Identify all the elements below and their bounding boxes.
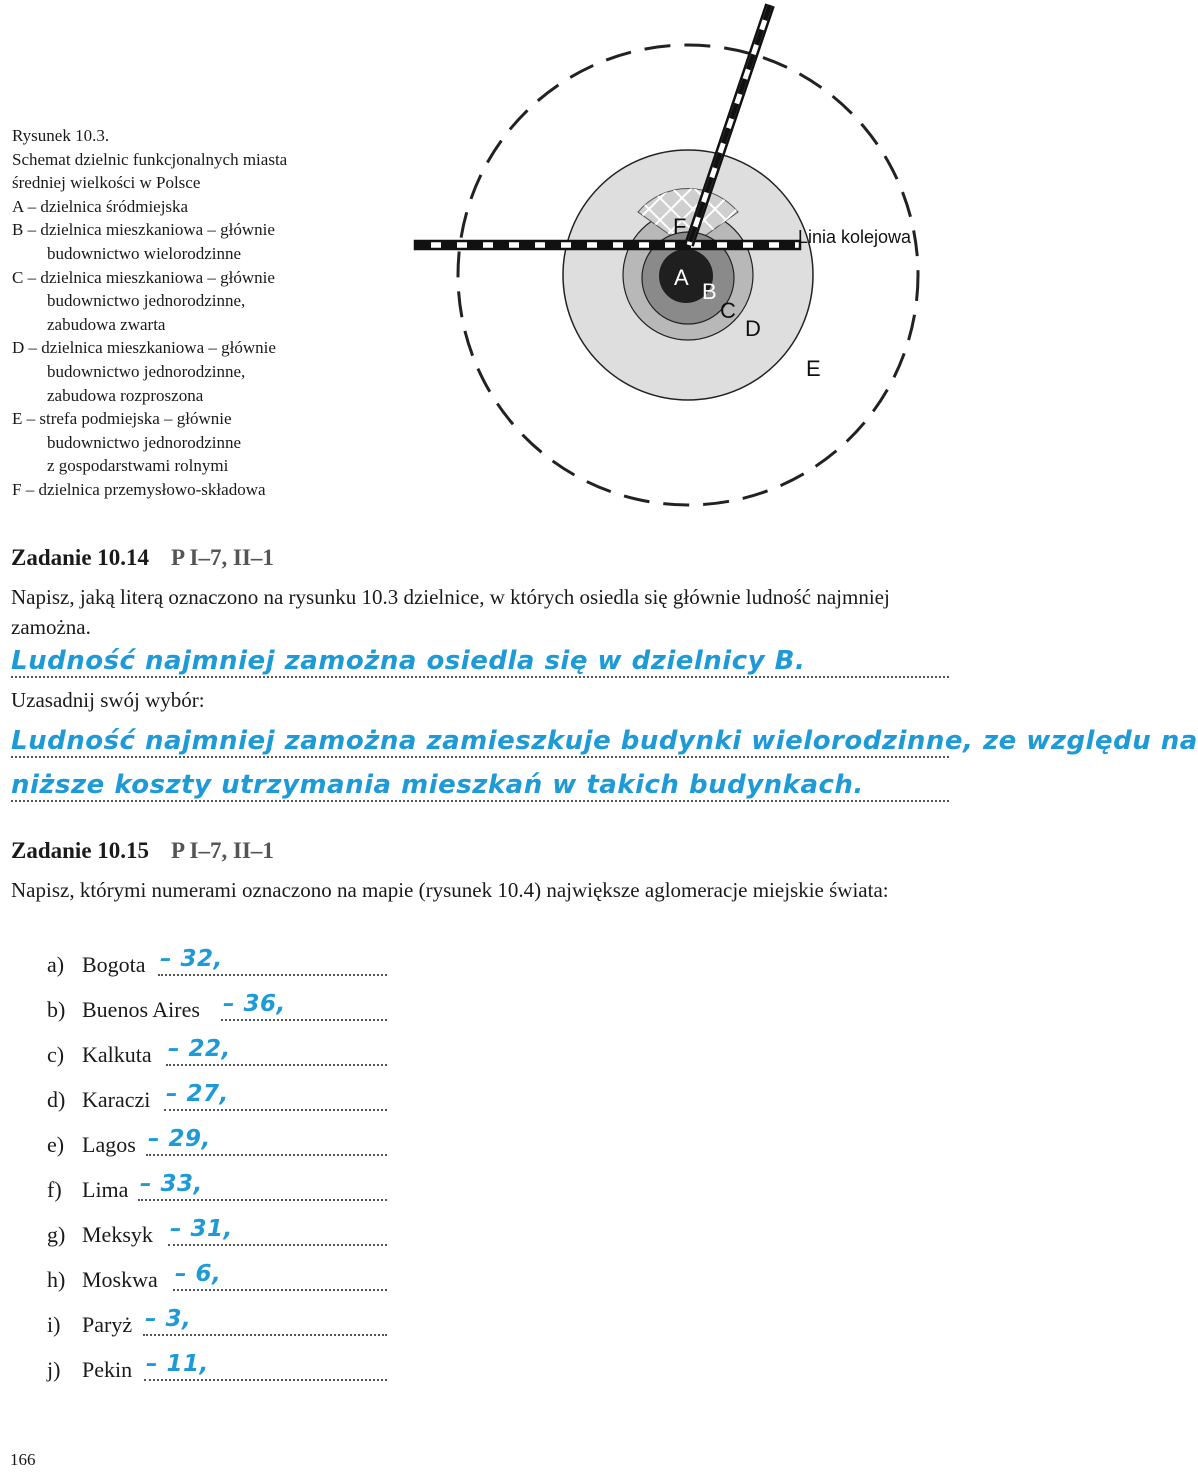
justification-dotted-line-2 xyxy=(11,800,949,802)
city-answer: – 36, xyxy=(223,991,286,1017)
city-name: Paryż xyxy=(82,1312,133,1337)
city-item[interactable] xyxy=(47,1083,387,1117)
answer-dotted-line xyxy=(166,1064,387,1066)
task-14-code: P I–7, II–1 xyxy=(171,545,274,570)
city-item[interactable] xyxy=(47,1038,387,1072)
answer-dotted-line xyxy=(11,676,949,678)
zone-label-c: C xyxy=(720,298,736,323)
city-answer: – 11, xyxy=(146,1351,209,1377)
answer-dotted-line xyxy=(173,1289,387,1291)
task-14-title: Zadanie 10.14 xyxy=(11,545,150,570)
city-answer: – 27, xyxy=(166,1081,229,1107)
city-item[interactable] xyxy=(47,1308,387,1342)
city-item[interactable] xyxy=(47,1128,387,1162)
city-answer: – 22, xyxy=(168,1036,231,1062)
city-answer: – 3, xyxy=(145,1306,192,1332)
task-14-answer: Ludność najmniej zamożna osiedla się w dzielnicy B. xyxy=(11,646,806,676)
task-14-justify-label: Uzasadnij swój wybór: xyxy=(11,688,205,712)
answer-dotted-line xyxy=(138,1199,387,1201)
caption-line: A – dzielnica śródmiejska xyxy=(12,196,189,216)
figure-number: Rysunek 10.3. xyxy=(12,126,110,145)
zone-label-b: B xyxy=(702,279,717,304)
railway-label: Linia kolejowa xyxy=(798,227,912,247)
city-name: Kalkuta xyxy=(82,1042,152,1067)
task-14-justification-line-1[interactable] xyxy=(11,726,1198,762)
task-15-question: Napisz, którymi numerami oznaczono na mapie (rysunek 10.4) największe aglomeracje miejskie świata: xyxy=(11,878,889,902)
task-14-justification-2: niższe koszty utrzymania mieszkań w takich budynkach. xyxy=(11,770,864,800)
city-name: Lima xyxy=(82,1177,129,1202)
railway-horizontal xyxy=(415,241,800,249)
city-name: Meksyk xyxy=(82,1222,153,1247)
city-answer: – 31, xyxy=(170,1216,233,1242)
task-14-answer-line[interactable] xyxy=(11,648,949,682)
task-14-heading xyxy=(11,545,274,571)
task-15-title: Zadanie 10.15 xyxy=(11,838,150,863)
city-name: Karaczi xyxy=(82,1087,151,1112)
caption-line: C – dzielnica mieszkaniowa – głównie xyxy=(12,267,275,287)
caption-line: budownictwo jednorodzinne, xyxy=(47,361,246,381)
task-14-justification-line-2[interactable] xyxy=(11,772,949,806)
answer-dotted-line xyxy=(146,1154,387,1156)
answer-dotted-line xyxy=(143,1334,387,1336)
item-letter: j) xyxy=(47,1357,61,1382)
city-answer: – 33, xyxy=(140,1171,203,1197)
caption-line: z gospodarstwami rolnymi xyxy=(47,456,229,476)
item-letter: g) xyxy=(47,1222,66,1247)
answer-dotted-line xyxy=(158,974,387,976)
task-15-heading xyxy=(11,838,274,864)
city-name: Bogota xyxy=(82,952,146,977)
item-letter: i) xyxy=(47,1312,61,1337)
answer-dotted-line xyxy=(164,1109,387,1111)
caption-line: budownictwo jednorodzinne xyxy=(47,432,242,452)
item-letter: b) xyxy=(47,997,66,1022)
task-14-question: Napisz, jaką literą oznaczono na rysunku 10.3 dzielnice, w których osiedla się głównie ludność najmniej zamożna. xyxy=(11,585,890,639)
city-item[interactable] xyxy=(47,948,387,982)
caption-line: B – dzielnica mieszkaniowa – głównie xyxy=(12,220,275,240)
answer-dotted-line xyxy=(221,1019,387,1021)
item-letter: h) xyxy=(47,1267,66,1292)
zone-label-a: A xyxy=(674,265,689,290)
city-name: Pekin xyxy=(82,1357,133,1382)
zone-label-e: E xyxy=(806,356,821,381)
city-answer: – 32, xyxy=(160,946,223,972)
caption-line: F – dzielnica przemysłowo-składowa xyxy=(12,479,266,499)
city-item[interactable] xyxy=(47,993,387,1027)
city-name: Buenos Aires xyxy=(82,997,200,1022)
city-item[interactable] xyxy=(47,1173,387,1207)
answer-dotted-line xyxy=(168,1244,387,1246)
city-answer: – 29, xyxy=(148,1126,211,1152)
zone-label-d: D xyxy=(745,316,761,341)
caption-line: budownictwo jednorodzinne, xyxy=(47,291,246,311)
page-number: 166 xyxy=(10,1450,36,1469)
caption-line: zabudowa rozproszona xyxy=(47,385,204,405)
task-14-justification-1: Ludność najmniej zamożna zamieszkuje budynki wielorodzinne, ze względu na xyxy=(11,726,1198,756)
caption-line: zabudowa zwarta xyxy=(47,314,166,334)
caption-line: średniej wielkości w Polsce xyxy=(12,173,201,193)
caption-line: D – dzielnica mieszkaniowa – głównie xyxy=(12,338,276,358)
city-item[interactable] xyxy=(47,1218,387,1252)
figure-caption xyxy=(12,124,412,502)
task-15-code: P I–7, II–1 xyxy=(171,838,274,863)
item-letter: a) xyxy=(47,952,65,977)
city-item[interactable] xyxy=(47,1263,387,1297)
city-item[interactable] xyxy=(47,1353,387,1387)
city-name: Moskwa xyxy=(82,1267,158,1292)
city-zones-diagram xyxy=(400,0,960,530)
item-letter: f) xyxy=(47,1177,62,1202)
caption-line: E – strefa podmiejska – głównie xyxy=(12,409,232,429)
item-letter: d) xyxy=(47,1087,66,1112)
city-name: Lagos xyxy=(82,1132,136,1157)
city-answer: – 6, xyxy=(175,1261,222,1287)
caption-line: budownictwo wielorodzinne xyxy=(47,243,242,263)
justification-dotted-line-1 xyxy=(11,756,949,758)
zone-label-f: F xyxy=(673,214,687,239)
item-letter: c) xyxy=(47,1042,65,1067)
item-letter: e) xyxy=(47,1132,65,1157)
caption-line: Schemat dzielnic funkcjonalnych miasta xyxy=(12,149,288,169)
answer-dotted-line xyxy=(144,1379,387,1381)
